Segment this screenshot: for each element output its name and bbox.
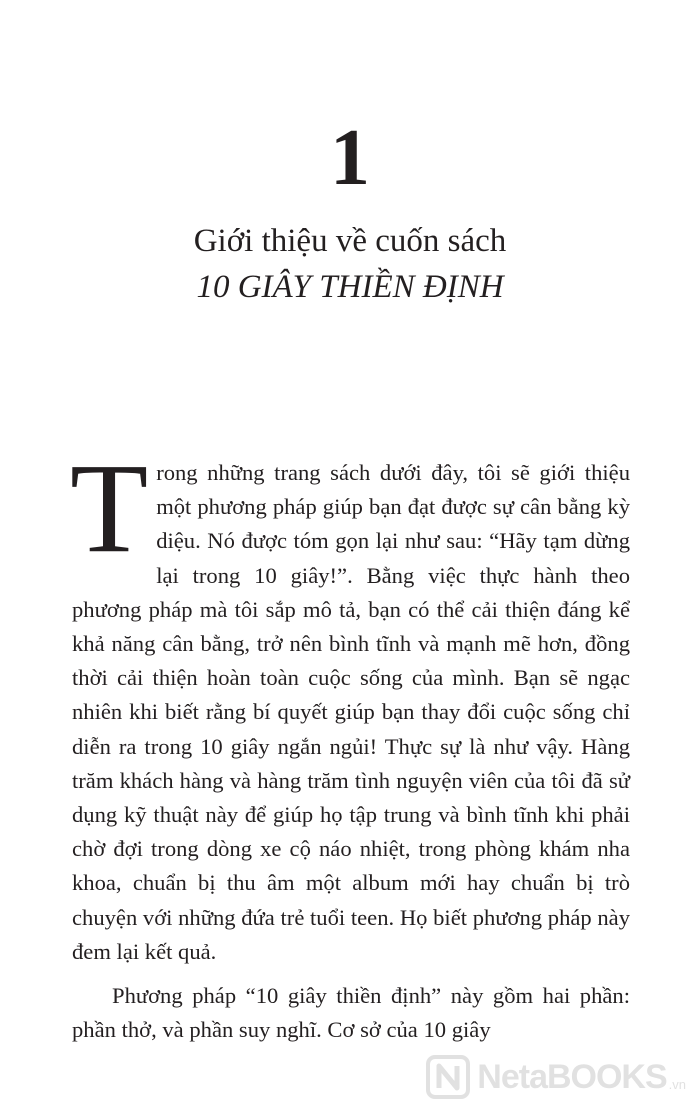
paragraph-1 xyxy=(70,437,630,969)
chapter-title xyxy=(0,218,700,310)
paragraph-1-text: rong những trang sách dưới đây, tôi sẽ giới thiệu một phương pháp giúp bạn đạt được sự cân bằng kỳ diệu. Nó được tóm gọn lại như sau: “Hãy tạm dừng lại trong 10 giây!”. Bằng việc thực hành theo phương pháp mà tôi sắp mô tả, bạn có thể cải thiện đáng kể khả năng cân bằng, trở nên bình tĩnh và mạnh mẽ hơn, đồng thời cải thiện hoàn toàn cuộc sống của mình. Bạn sẽ ngạc nhiên khi biết rằng bí quyết giúp bạn thay đổi cuộc sống chỉ diễn ra trong 10 giây ngắn ngủi! Thực sự là như vậy. Hàng trăm khách hàng và hàng trăm tình nguyện viên của tôi đã sử dụng kỹ thuật này để giúp họ tập trung và bình tĩnh khi phải chờ đợi trong dòng xe cộ náo nhiệt, trong phòng khám nha khoa, chuẩn bị thu âm một album mới hay chuẩn bị trò chuyện với những đứa trẻ tuổi teen. Họ biết phương pháp này đem lại kết quả. xyxy=(72,460,630,964)
watermark xyxy=(425,1052,686,1102)
watermark-suffix: .vn xyxy=(668,1077,686,1092)
paragraph-2: Phương pháp “10 giây thiền định” này gồm hai phần: phần thở, và phần suy nghĩ. Cơ sở của 10 giây xyxy=(72,983,630,1043)
netabooks-logo-icon xyxy=(425,1054,471,1100)
watermark-brand: NetaBOOKS xyxy=(477,1057,667,1096)
chapter-title-line2: 10 GIÂY THIỀN ĐỊNH xyxy=(196,269,504,305)
chapter-number: 1 xyxy=(330,114,370,202)
chapter-title-line1: Giới thiệu về cuốn sách xyxy=(193,223,507,259)
body-text xyxy=(70,437,630,1047)
drop-cap: T xyxy=(70,437,149,579)
